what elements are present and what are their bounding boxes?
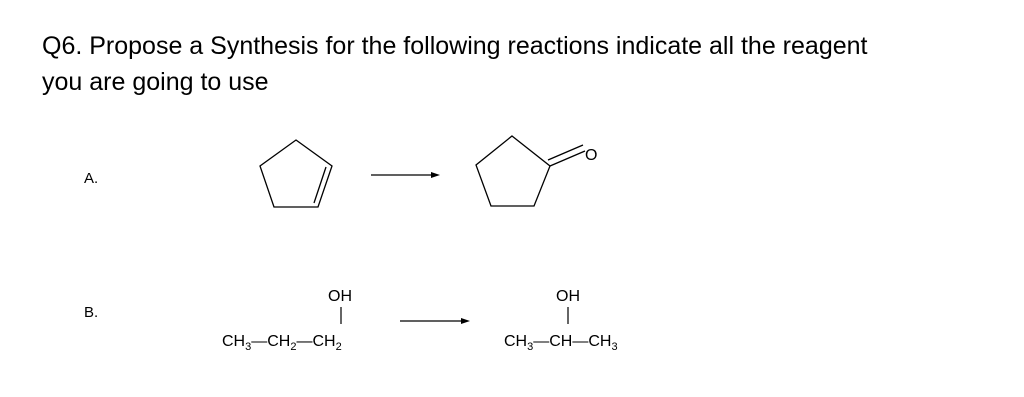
part-a-label: A. [84,170,99,187]
question-line-1: Q6. Propose a Synthesis for the following reactions indicate all the reagent [42,32,868,60]
cyclopentanone-structure [476,136,585,206]
reaction-arrow-a [371,172,440,178]
reaction-arrow-b [400,318,470,324]
cyclopentene-structure [260,140,332,207]
product-formula: $CH_3—CH—CH_3$ [504,333,618,353]
product-isopropanol [504,288,618,353]
reactant-propanol [222,288,352,353]
part-b-label: B. [84,304,99,321]
reactant-oh-label: OH [328,288,352,305]
question-line-2: you are going to use [42,68,269,96]
reactant-formula: $CH_3—CH_2—CH_2$ [222,333,342,353]
product-oh-label: OH [556,288,580,305]
carbonyl-oxygen-label: O [585,147,598,164]
